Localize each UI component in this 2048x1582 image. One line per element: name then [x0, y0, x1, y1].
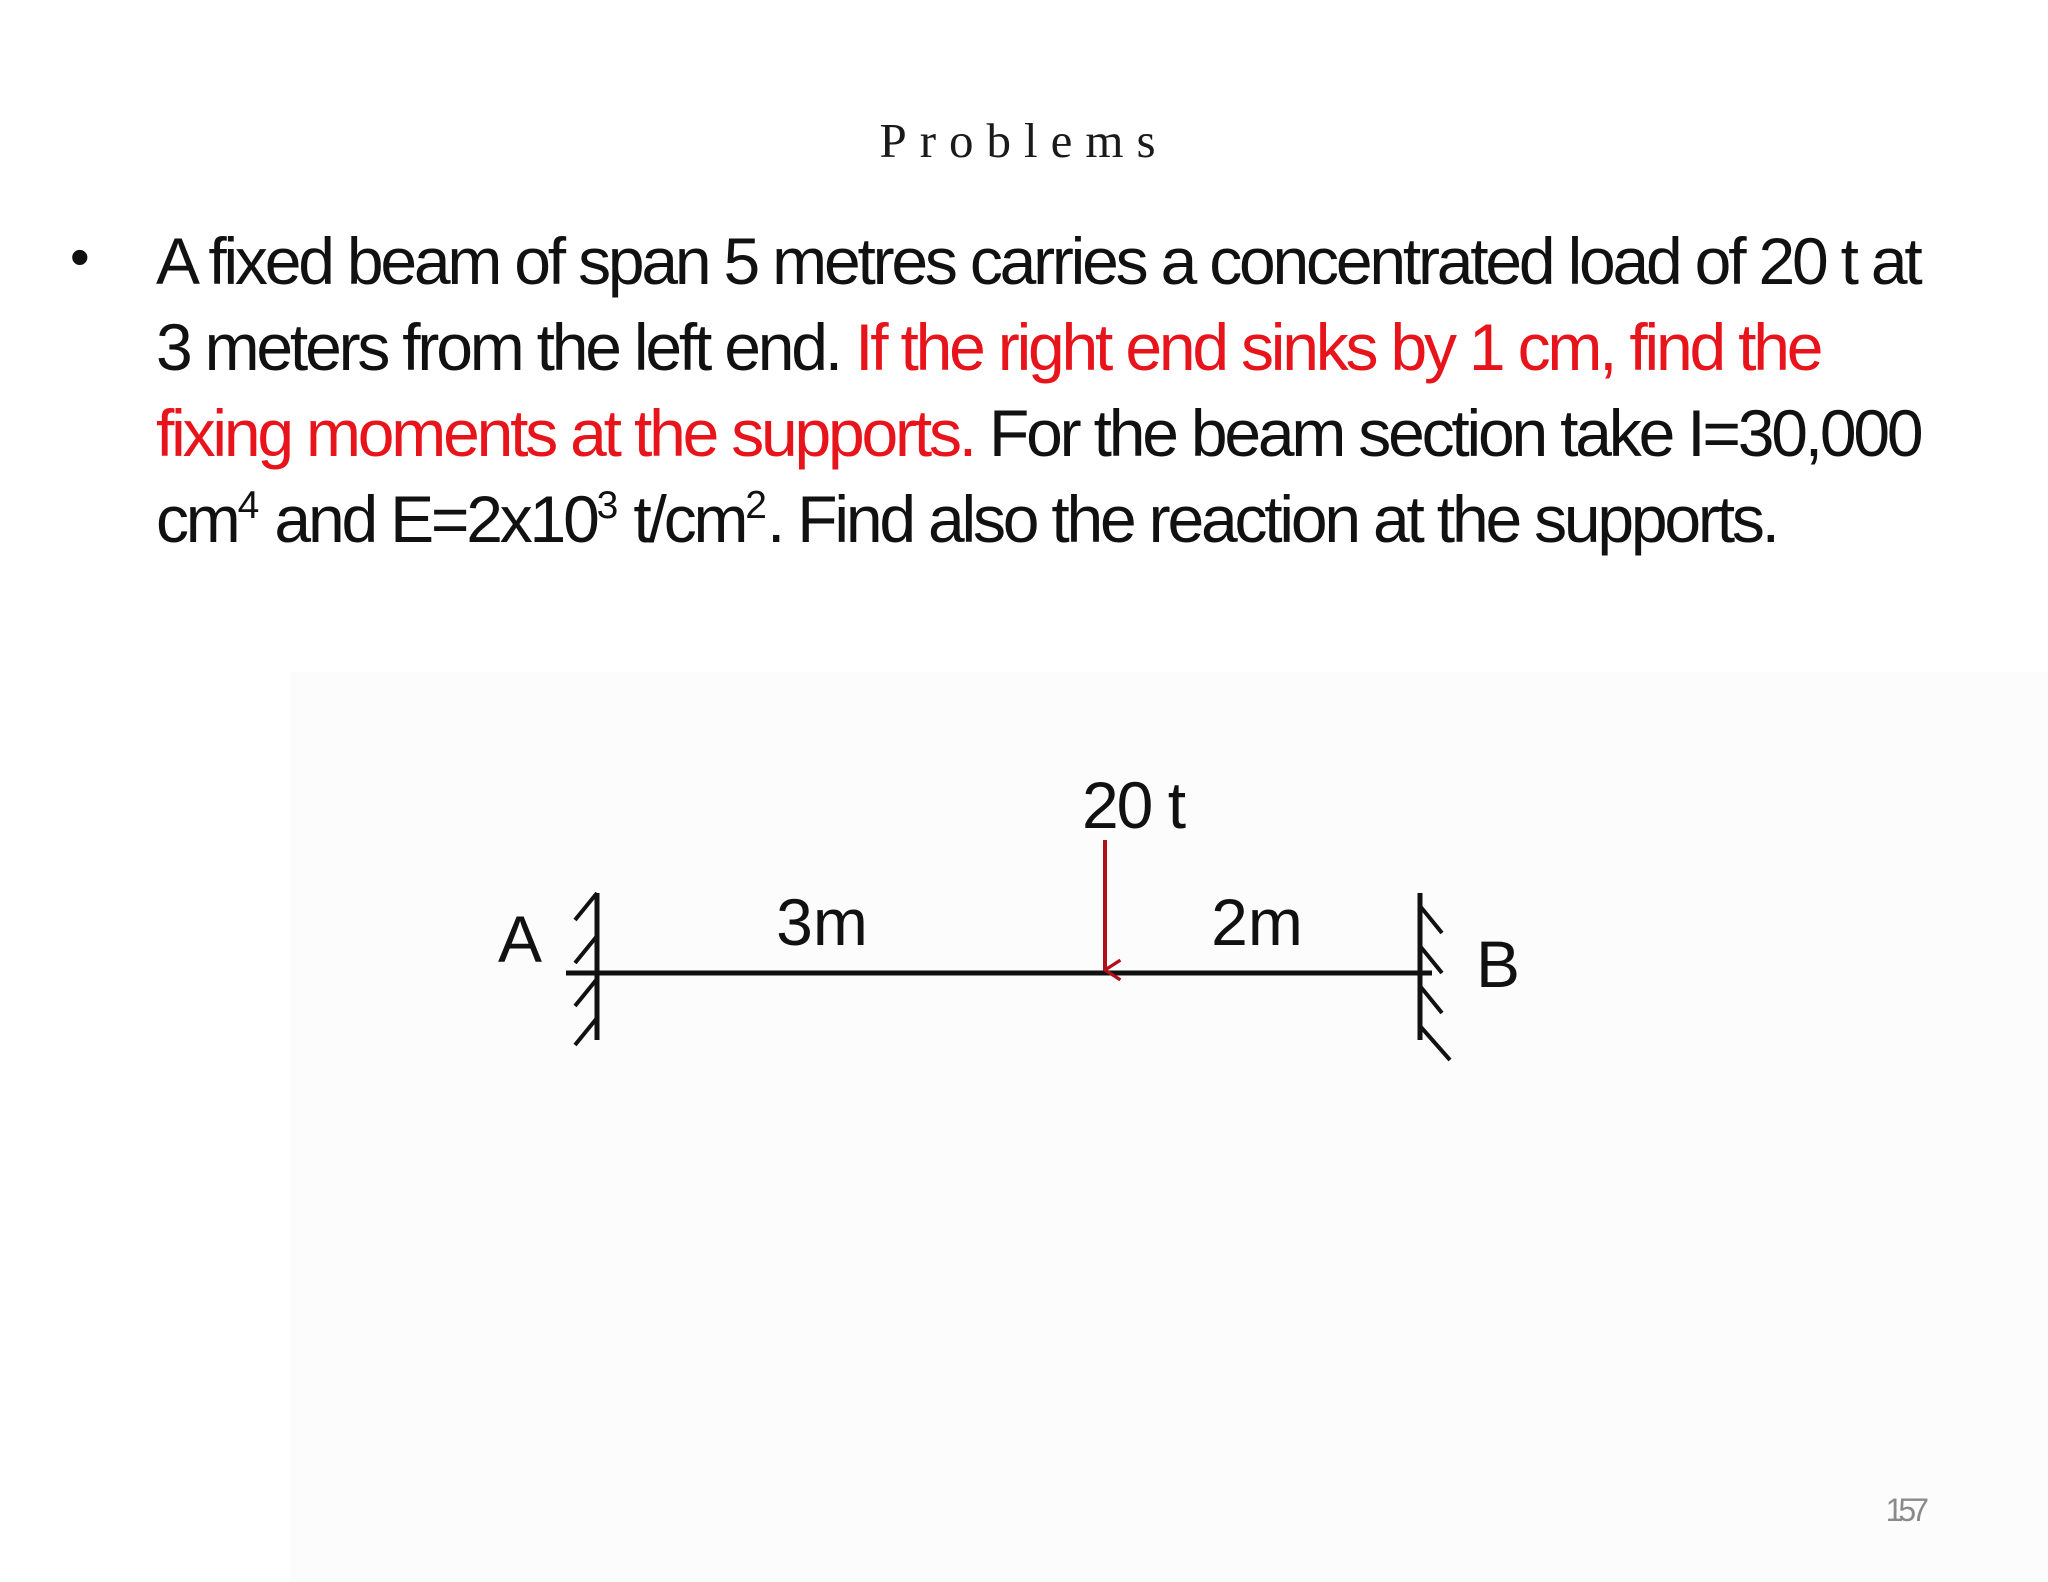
superscript-unit-exponent: 2: [745, 484, 767, 527]
problem-text-part5: . Find also the reaction at the supports.: [766, 482, 1777, 556]
problem-text-part3: and E=2x10: [259, 482, 597, 556]
problem-text-part4: t/cm: [618, 482, 746, 556]
problem-text-part2: For the beam section take I=30,000 cm: [156, 396, 1921, 556]
slide-title: Problems: [879, 113, 1169, 168]
right-span-label: 2m: [1211, 885, 1303, 959]
left-span-label: 3m: [776, 885, 868, 959]
left-fixed-support-icon: [575, 893, 597, 1045]
superscript-e-exponent: 3: [596, 484, 619, 527]
page-number: 157: [1885, 1492, 1924, 1528]
bullet-icon: •: [70, 225, 90, 288]
right-fixed-support-icon: [1420, 893, 1450, 1060]
support-a-label: A: [497, 902, 543, 976]
superscript-i-exponent: 4: [237, 484, 260, 527]
problem-highlight: If the right end sinks by 1 cm, find the fixing moments at the supports.: [156, 310, 1821, 470]
support-b-label: B: [1475, 927, 1521, 1001]
problem-text-part1: A fixed beam of span 5 metres carries a concentrated load of 20 t at 3 meters from the left end.: [156, 224, 1920, 384]
load-label: 20 t: [1081, 768, 1185, 842]
